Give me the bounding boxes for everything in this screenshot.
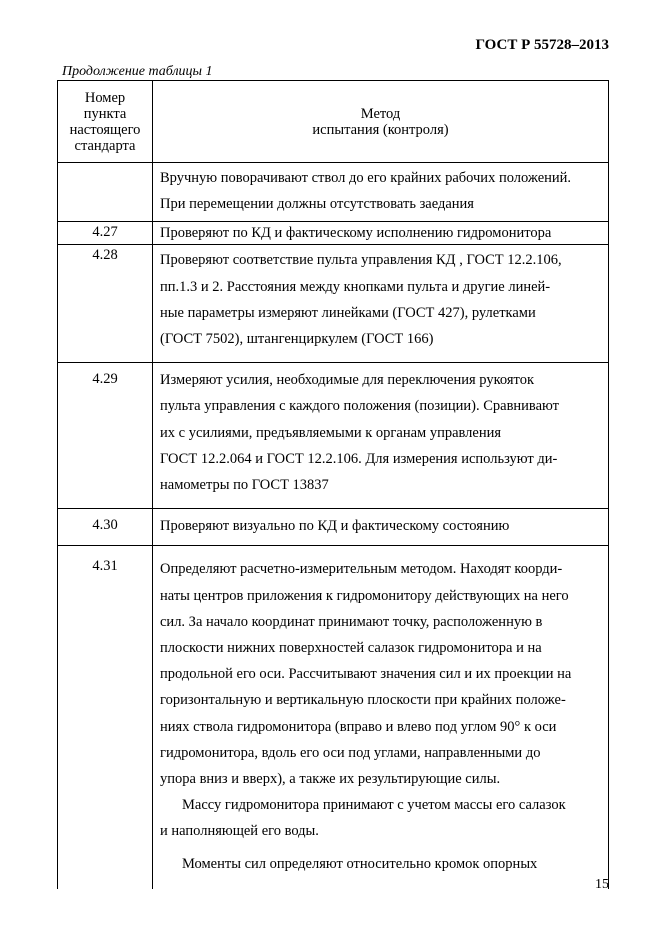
method-text: Измеряют усилия, необходимые для переключения рукояток пульта управления с каждого положения (позиции). Сравнивают их с усилиями, предъявляемыми к органам управления ГОСТ 12.2.064 и ГОСТ 12.2.106. Для измерения используют ди- намометры по ГОСТ 13837	[153, 363, 609, 509]
method-text: Вручную поворачивают ствол до его крайних рабочих положений. При перемещении должны отсутствовать заедания	[153, 163, 609, 222]
header-test-method: Метод испытания (контроля)	[153, 81, 609, 163]
method-text: Проверяют визуально по КД и фактическому состоянию	[153, 509, 609, 546]
method-text: Проверяют соответствие пульта управления КД , ГОСТ 12.2.106, пп.1.3 и 2. Расстояния между кнопками пульта и другие линей- ные параметры измеряют линейками (ГОСТ 427), рулетками (ГОСТ 7502), штангенциркулем (ГОСТ 166)	[153, 245, 609, 363]
table-row	[58, 245, 609, 363]
table-row	[58, 363, 609, 509]
clause-number: 4.28	[58, 245, 153, 363]
table-row	[58, 222, 609, 245]
method-text: Проверяют по КД и фактическому исполнению гидромонитора	[153, 222, 609, 245]
table-continuation-caption: Продолжение таблицы 1	[62, 64, 213, 79]
clause-number: 4.29	[58, 363, 153, 509]
table-row	[58, 546, 609, 889]
methods-table	[57, 80, 609, 889]
table-row	[58, 163, 609, 222]
table-row	[58, 509, 609, 546]
header-clause-number: Номер пункта настоящего стандарта	[58, 81, 153, 163]
clause-number	[58, 163, 153, 222]
page-number: 15	[595, 877, 609, 892]
clause-number: 4.31	[58, 546, 153, 889]
table-header-row	[58, 81, 609, 163]
clause-number: 4.27	[58, 222, 153, 245]
clause-number: 4.30	[58, 509, 153, 546]
method-text: Определяют расчетно-измерительным методом. Находят коорди- наты центров приложения к гидромонитору действующих на него сил. За начало координат принимают точку, расположенную в плоскости нижних поверхностей салазок гидромонитора и на продольной его оси. Рассчитывают значения сил и их проекции на горизонтальную и вертикальную плоскости при крайних положе- ниях ствола гидромонитора (вправо и влево под углом 90° к оси гидромонитора, вдоль его оси под углами, направленными до упора вниз и вверх), а также их результирующие силы. Массу гидромонитора принимают с учетом массы его салазок и наполняющей его воды. Моменты сил определяют относительно кромок опорных	[153, 546, 609, 889]
document-code: ГОСТ Р 55728–2013	[475, 37, 609, 53]
